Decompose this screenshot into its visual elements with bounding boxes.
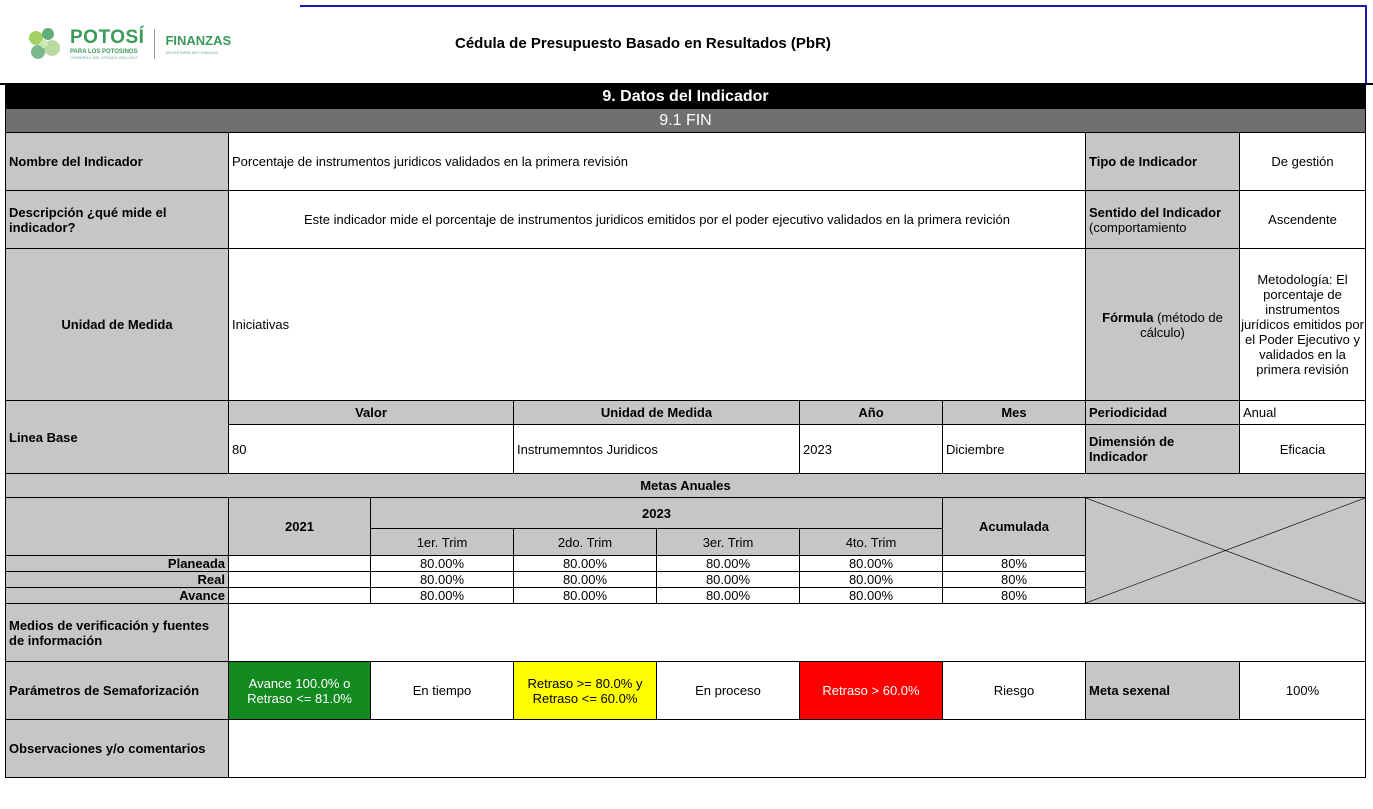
section-subtitle: 9.1 FIN	[6, 109, 1366, 133]
document-title: Cédula de Presupuesto Basado en Resultados (PbR)	[455, 35, 831, 52]
indicator-direction-label	[1086, 191, 1240, 249]
quarter-4-header: 4to. Trim	[800, 529, 943, 556]
row-label: Real	[6, 572, 229, 588]
prev-value	[229, 572, 371, 588]
acc-value: 80%	[943, 572, 1086, 588]
logo-separator	[154, 29, 155, 59]
periodicity-label: Periodicidad	[1086, 401, 1240, 425]
baseline-month: Diciembre	[943, 425, 1086, 474]
observations-row	[6, 720, 1366, 778]
unit-label: Unidad de Medida	[6, 249, 229, 401]
goals-blank-cell	[1086, 498, 1366, 604]
traffic-yellow-status: En proceso	[657, 662, 800, 720]
section-subtitle-row	[6, 109, 1366, 133]
formula-value: Metodología: El porcentaje de instrumentos jurídicos emitidos por el Poder Ejecutivo y validados en la primera revisión	[1240, 249, 1366, 401]
prev-value	[229, 556, 371, 572]
potosi-emblem-icon	[24, 24, 64, 64]
unit-value: Iniciativas	[229, 249, 1086, 401]
quarter-2-header: 2do. Trim	[514, 529, 657, 556]
verification-value	[229, 604, 1366, 662]
goals-year-row	[6, 498, 1366, 529]
traffic-label: Parámetros de Semaforización	[6, 662, 229, 720]
indicator-table	[5, 85, 1366, 778]
quarter-1-header: 1er. Trim	[371, 529, 514, 556]
indicator-desc-row	[6, 191, 1366, 249]
logo-name: POTOSÍ	[70, 27, 145, 48]
sexennial-goal-value: 100%	[1240, 662, 1366, 720]
indicator-type-value: De gestión	[1240, 133, 1366, 191]
section-title-row	[6, 86, 1366, 109]
q3-value: 80.00%	[657, 588, 800, 604]
baseline-label: Linea Base	[6, 401, 229, 474]
formula-label-bold: Fórmula	[1102, 309, 1154, 325]
traffic-yellow-criteria: Retraso >= 80.0% y Retraso <= 60.0%	[514, 662, 657, 720]
sexennial-goal-label: Meta sexenal	[1086, 662, 1240, 720]
baseline-unit: Instrumemntos Juridicos	[514, 425, 800, 474]
traffic-red-criteria: Retraso > 60.0%	[800, 662, 943, 720]
row-label: Avance	[6, 588, 229, 604]
baseline-value: 80	[229, 425, 514, 474]
baseline-header-year: Año	[800, 401, 943, 425]
indicator-name-value: Porcentaje de instrumentos juridicos validados en la primera revisión	[229, 133, 1086, 191]
goals-year-prev: 2021	[229, 498, 371, 556]
department-sub: SECRETARÍA DE FINANZAS	[165, 50, 219, 55]
logo-tagline: PARA LOS POTOSINOS	[70, 49, 138, 55]
q4-value: 80.00%	[800, 556, 943, 572]
goals-accum-header: Acumulada	[943, 498, 1086, 556]
baseline-header-row	[6, 401, 1366, 425]
baseline-year: 2023	[800, 425, 943, 474]
goals-year-cur: 2023	[371, 498, 943, 529]
q3-value: 80.00%	[657, 556, 800, 572]
acc-value: 80%	[943, 556, 1086, 572]
traffic-green-criteria: Avance 100.0% o Retraso <= 81.0%	[229, 662, 371, 720]
q1-value: 80.00%	[371, 556, 514, 572]
logo-subtext: GOBIERNO DEL ESTADO 2021-2027	[70, 55, 138, 60]
observations-label: Observaciones y/o comentarios	[6, 720, 229, 778]
q4-value: 80.00%	[800, 588, 943, 604]
indicator-desc-label: Descripción ¿qué mide el indicador?	[6, 191, 229, 249]
prev-value	[229, 588, 371, 604]
verification-label: Medios de verificación y fuentes de información	[6, 604, 229, 662]
q1-value: 80.00%	[371, 588, 514, 604]
department-name: FINANZAS	[165, 33, 232, 48]
indicator-desc-value: Este indicador mide el porcentaje de instrumentos juridicos emitidos por el poder ejecutivo validados en la primera revición	[229, 191, 1086, 249]
q4-value: 80.00%	[800, 572, 943, 588]
indicator-direction-value: Ascendente	[1240, 191, 1366, 249]
header-border-top	[300, 5, 1366, 7]
row-label: Planeada	[6, 556, 229, 572]
traffic-red-status: Riesgo	[943, 662, 1086, 720]
section-title: 9. Datos del Indicador	[6, 86, 1366, 109]
goals-corner	[6, 498, 229, 556]
dimension-value: Eficacia	[1240, 425, 1366, 474]
baseline-header-unit: Unidad de Medida	[514, 401, 800, 425]
acc-value: 80%	[943, 588, 1086, 604]
q2-value: 80.00%	[514, 588, 657, 604]
dimension-label: Dimensión de Indicador	[1086, 425, 1240, 474]
periodicity-value: Anual	[1240, 401, 1366, 425]
indicator-name-row	[6, 133, 1366, 191]
observations-value	[229, 720, 1366, 778]
q2-value: 80.00%	[514, 556, 657, 572]
baseline-header-month: Mes	[943, 401, 1086, 425]
goals-title: Metas Anuales	[6, 474, 1366, 498]
goals-title-row	[6, 474, 1366, 498]
formula-label-rest: (método de cálculo)	[1140, 309, 1223, 340]
indicator-name-label: Nombre del Indicador	[6, 133, 229, 191]
sheet-header	[0, 0, 1373, 85]
verification-row	[6, 604, 1366, 662]
baseline-header-value: Valor	[229, 401, 514, 425]
cross-out-mark	[1086, 498, 1365, 603]
direction-label-bold: Sentido del Indicador	[1089, 204, 1222, 220]
formula-label	[1086, 249, 1240, 401]
traffic-light-row	[6, 662, 1366, 720]
q3-value: 80.00%	[657, 572, 800, 588]
q2-value: 80.00%	[514, 572, 657, 588]
indicator-unit-row	[6, 249, 1366, 401]
q1-value: 80.00%	[371, 572, 514, 588]
potosi-logo	[24, 22, 231, 66]
indicator-type-label: Tipo de Indicador	[1086, 133, 1240, 191]
quarter-3-header: 3er. Trim	[657, 529, 800, 556]
header-border-right	[1365, 5, 1367, 83]
traffic-green-status: En tiempo	[371, 662, 514, 720]
direction-label-rest: (comportamiento	[1089, 219, 1187, 235]
